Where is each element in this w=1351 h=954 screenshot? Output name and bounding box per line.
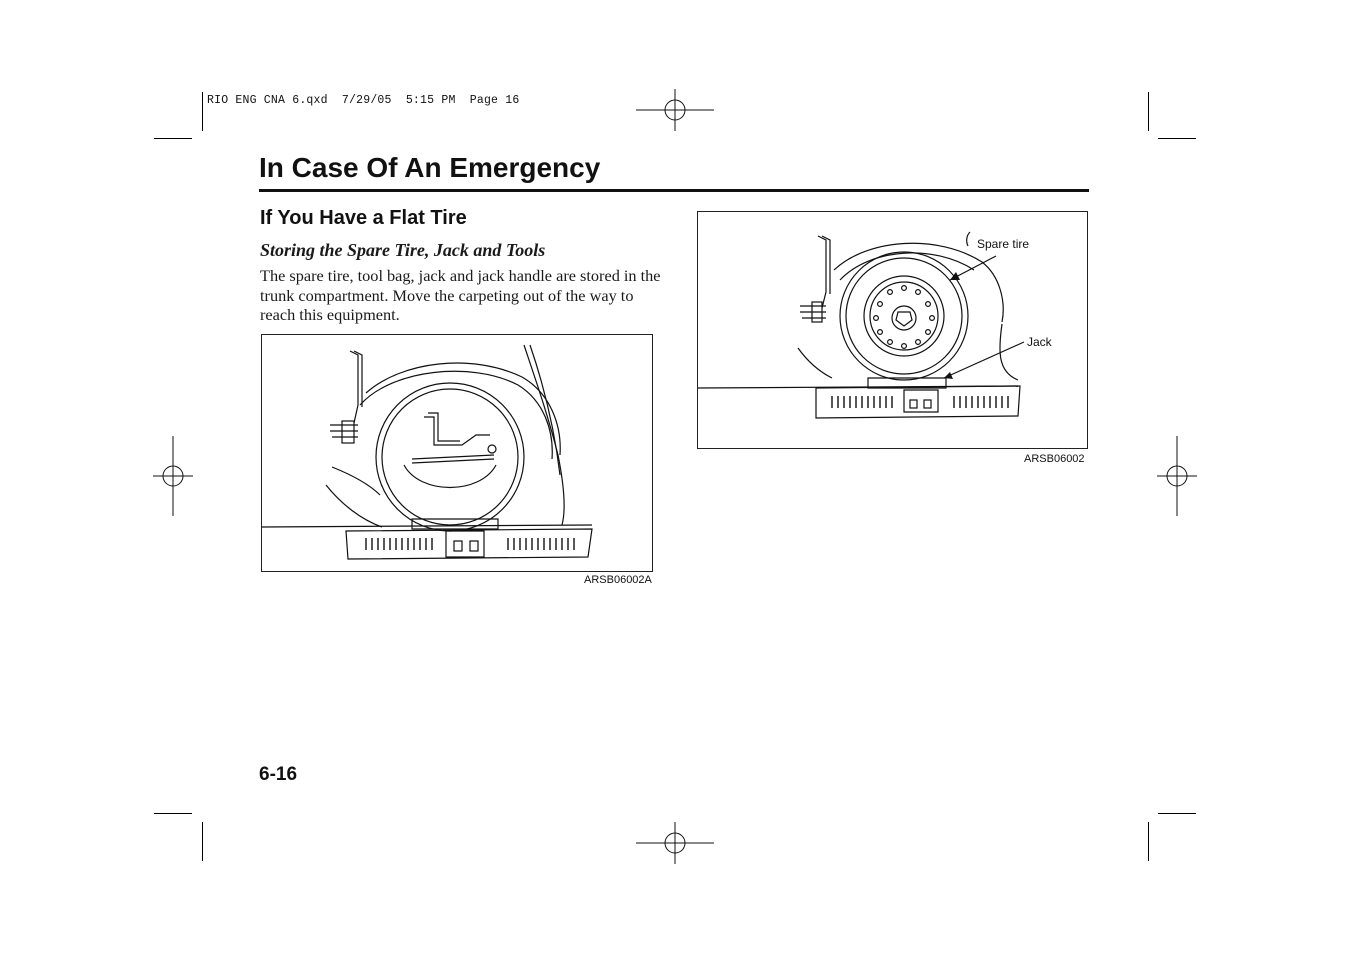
title-rule (259, 189, 1089, 192)
slug-line: RIO ENG CNA 6.qxd 7/29/05 5:15 PM Page 16 (207, 94, 520, 107)
body-paragraph: The spare tire, tool bag, jack and jack handle are stored in the trunk compartment. Move the carpeting out of the way to reach this equipment. (260, 266, 661, 324)
page-number: 6-16 (259, 764, 298, 785)
trunk-tire-tools-illustration (262, 335, 652, 571)
figure-code-left: ARSB06002A (584, 574, 652, 586)
registration-mark-icon (636, 822, 714, 864)
registration-mark-icon (636, 89, 714, 131)
registration-mark-icon (153, 436, 193, 516)
subsection-title: Storing the Spare Tire, Jack and Tools (260, 240, 546, 260)
figure-spare-tire-jack (697, 211, 1088, 449)
figure-code-right: ARSB06002 (1024, 453, 1085, 465)
registration-mark-icon (1157, 436, 1197, 516)
crop-mark-icon (1148, 822, 1149, 861)
chapter-title: In Case Of An Emergency (259, 152, 601, 183)
callout-jack: Jack (1027, 335, 1052, 349)
section-title: If You Have a Flat Tire (260, 207, 467, 229)
callout-spare-tire: Spare tire (977, 237, 1030, 251)
figure-spare-tire-tools (261, 334, 653, 572)
crop-mark-icon (202, 92, 203, 131)
crop-mark-icon (154, 813, 192, 814)
crop-mark-icon (1158, 138, 1196, 139)
crop-mark-icon (1148, 92, 1149, 131)
crop-mark-icon (1158, 813, 1196, 814)
crop-mark-icon (154, 138, 192, 139)
crop-mark-icon (202, 822, 203, 861)
